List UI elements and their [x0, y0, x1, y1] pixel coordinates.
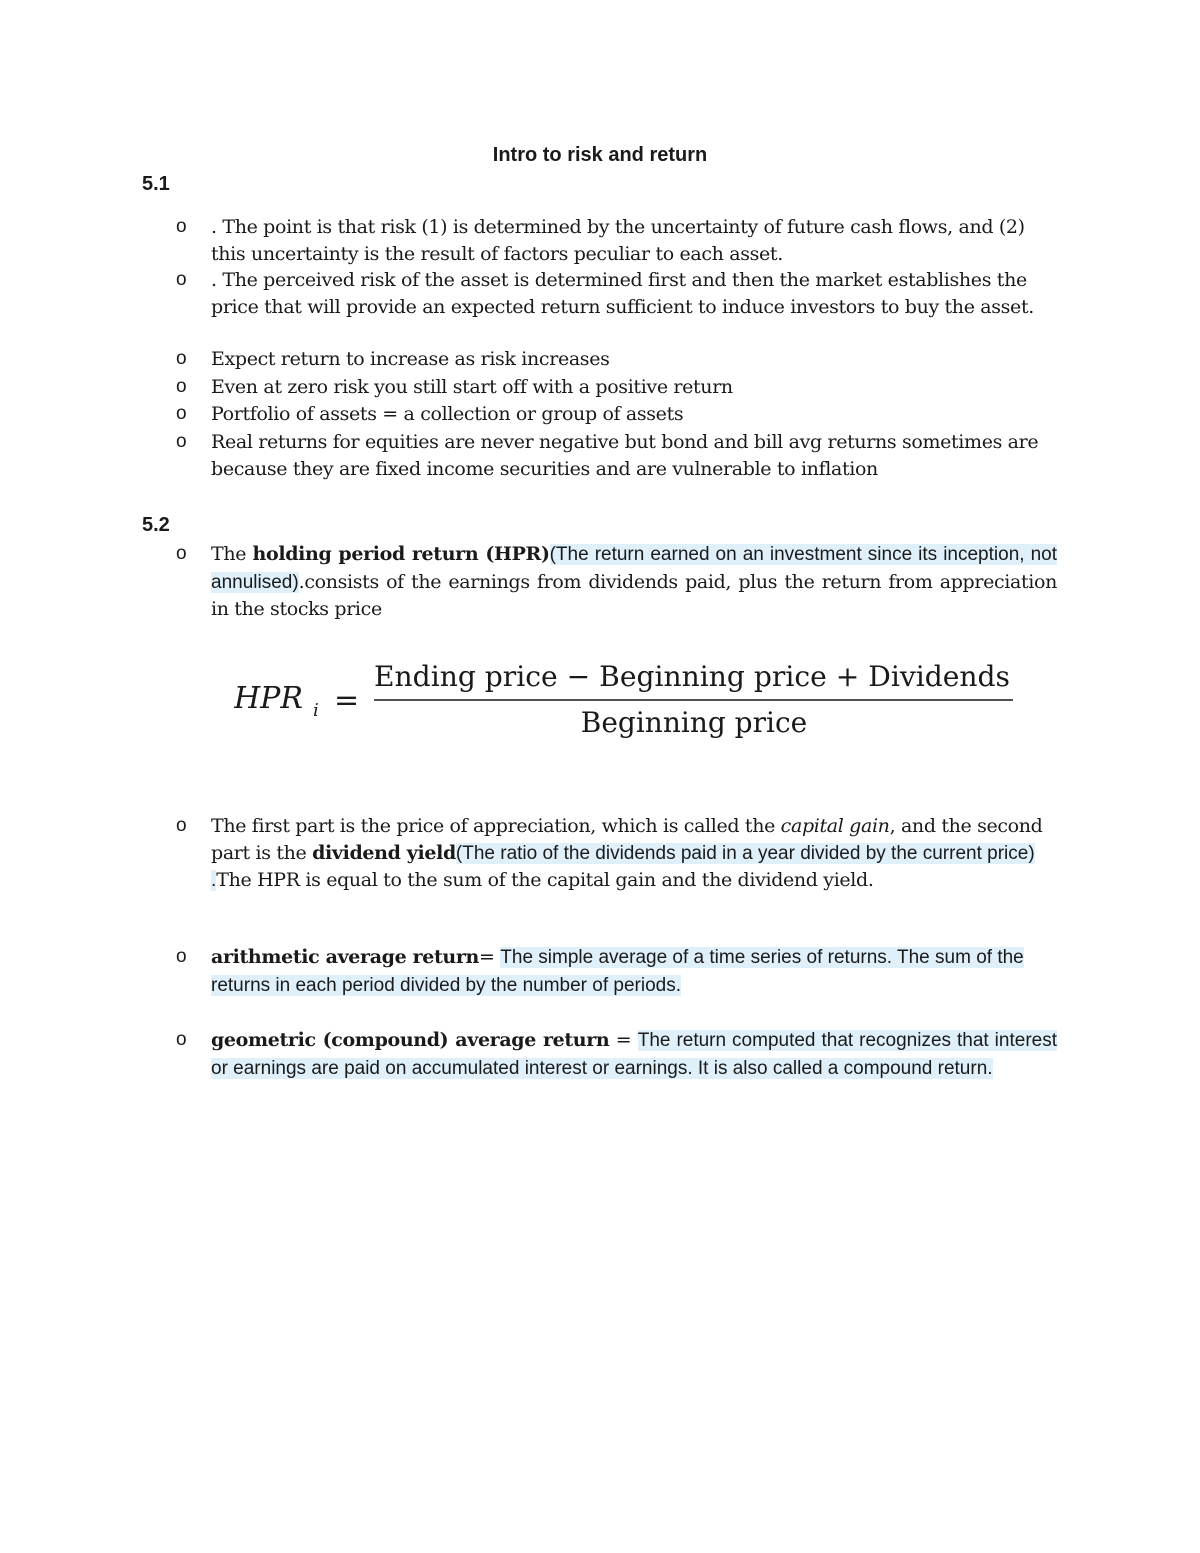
- list-item-capital-gain: [176, 813, 1057, 895]
- formula-numerator: Ending price − Beginning price + Dividends: [374, 660, 1010, 693]
- list-item-arithmetic: [176, 944, 1057, 999]
- formula-equals: =: [334, 683, 360, 718]
- list-item-text: Even at zero risk you still start off with a positive return: [211, 376, 733, 398]
- term-dividend-yield: dividend yield: [312, 841, 456, 864]
- bullet-icon: o: [176, 376, 187, 397]
- bullet-icon: o: [176, 1029, 187, 1050]
- bullet-icon: o: [176, 216, 187, 237]
- term-hpr: holding period return (HPR): [252, 543, 550, 565]
- text-segment: .consists of the earnings from dividends paid, plus the return from appreciation in the stocks price: [211, 570, 1057, 620]
- page-title: Intro to risk and return: [492, 144, 708, 166]
- definition-highlight: (The return earned on an investment since its inception, not annulised): [211, 544, 1057, 593]
- list-item: [176, 429, 1057, 482]
- definition-highlight: The return computed that recognizes that interest or earnings are paid on accumulated interest or earnings. It is also called a compound return.: [211, 1030, 1057, 1079]
- list-item: [176, 401, 1057, 428]
- formula-denominator: Beginning price: [580, 706, 808, 739]
- definition-highlight: The simple average of a time series of returns. The sum of the returns in each period divided by the number of periods.: [211, 947, 1024, 996]
- section-heading-5-1: 5.1: [142, 173, 170, 195]
- list-item-text: . The perceived risk of the asset is determined first and then the market establishes the price that will provide an expected return sufficient to induce investors to buy the asset.: [211, 269, 1034, 318]
- text-segment: =: [609, 1029, 638, 1051]
- term-capital-gain: capital gain: [780, 815, 890, 837]
- list-item: [176, 267, 1057, 320]
- text-segment: The first part is the price of appreciation, which is called the: [211, 815, 781, 837]
- text-segment: , and the second part is the: [211, 815, 1043, 864]
- list-item-text: . The point is that risk (1) is determined by the uncertainty of future cash flows, and (2) this uncertainty is the result of factors peculiar to each asset.: [211, 216, 1025, 265]
- formula-subscript: i: [313, 700, 319, 721]
- formula-lhs: HPR: [234, 681, 303, 716]
- section-heading-5-2: 5.2: [142, 514, 170, 536]
- list-item-text: Portfolio of assets = a collection or group of assets: [211, 403, 684, 425]
- text-segment: The HPR is equal to the sum of the capital gain and the dividend yield.: [216, 869, 874, 891]
- bullet-icon: o: [176, 269, 187, 290]
- bullet-icon: o: [176, 946, 187, 967]
- term-arithmetic-average-return: arithmetic average return: [211, 946, 480, 968]
- hpr-formula: [234, 650, 1024, 750]
- bullet-icon: o: [176, 543, 187, 564]
- bullet-icon: o: [176, 815, 187, 836]
- bullet-icon: o: [176, 431, 187, 452]
- list-item-text: Expect return to increase as risk increases: [211, 348, 610, 370]
- text-segment: The: [211, 543, 253, 565]
- text-segment: =: [479, 946, 501, 968]
- list-item-geometric: [176, 1027, 1057, 1082]
- bullet-icon: o: [176, 348, 187, 369]
- term-geometric-average-return: geometric (compound) average return: [211, 1029, 610, 1051]
- bullet-icon: o: [176, 403, 187, 424]
- list-item-hpr: [176, 541, 1057, 623]
- list-item: [176, 214, 1057, 267]
- list-item: [176, 374, 1057, 401]
- list-item: [176, 346, 1057, 373]
- list-item-text: Real returns for equities are never negative but bond and bill avg returns sometimes are because they are fixed income securities and are vulnerable to inflation: [211, 431, 1039, 480]
- definition-highlight: (The ratio of the dividends paid in a year divided by the current price) .: [211, 842, 1035, 891]
